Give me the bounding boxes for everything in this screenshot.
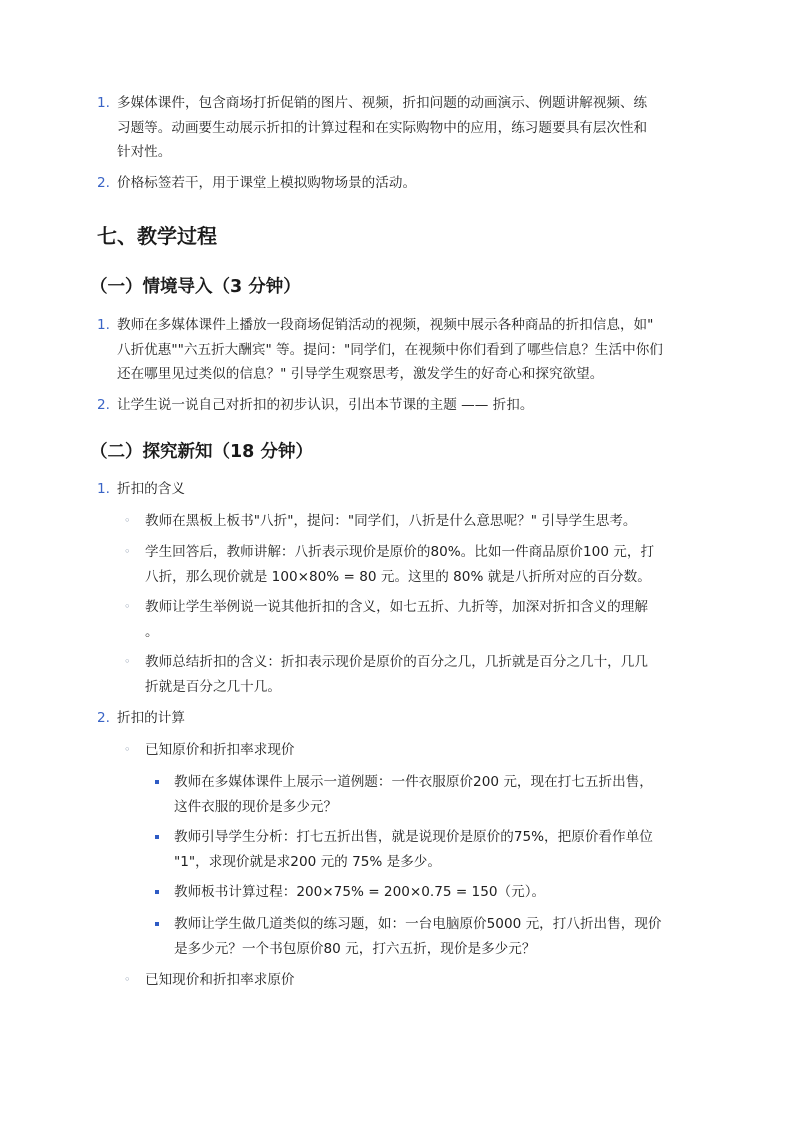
circle-bullet-icon: ◦	[124, 973, 131, 986]
list-text-line: 。	[145, 623, 159, 640]
list-text-line: 学生回答后，教师讲解：八折表示现价是原价的80%。比如一件商品原价100 元，打	[145, 544, 655, 560]
list-text-line: 针对性。	[117, 144, 172, 160]
list-text-line: 教师总结折扣的含义：折扣表示现价是原价的百分之几，几折就是百分之几十，几几	[145, 654, 648, 670]
list-text-line: 教师在黑板上板书"八折"，提问："同学们，八折是什么意思呢？" 引导学生思考。	[145, 513, 637, 529]
list-text-line: 折扣的计算	[117, 710, 185, 726]
list-text-line: 已知原价和折扣率求现价	[145, 742, 295, 758]
list-text-line: 这件衣服的现价是多少元？	[174, 798, 338, 815]
list-text-line: 教师引导学生分析：打七五折出售，就是说现价是原价的75%，把原价看作单位	[174, 829, 653, 845]
list-text-line: 教师板书计算过程：200×75% = 200×0.75 = 150（元）。	[174, 884, 546, 900]
square-bullet-icon	[155, 780, 159, 784]
circle-bullet-icon: ◦	[124, 545, 131, 558]
list-text-line: 教师让学生做几道类似的练习题，如：一台电脑原价5000 元，打八折出售，现价	[174, 916, 662, 932]
circle-bullet-icon: ◦	[124, 514, 131, 527]
square-bullet-icon	[155, 835, 159, 839]
list-text-line: 是多少元？一个书包原价80 元，打六五折，现价是多少元？	[174, 940, 536, 957]
circle-bullet-icon: ◦	[124, 655, 131, 668]
list-text-line: 折就是百分之几十几。	[145, 678, 281, 695]
list-number: 2.	[97, 710, 110, 726]
subsection-1-heading: （一）情境导入（3 分钟）	[90, 277, 301, 297]
list-text-line: 已知现价和折扣率求原价	[145, 972, 295, 988]
list-text-line: 让学生说一说自己对折扣的初步认识，引出本节课的主题 —— 折扣。	[117, 397, 534, 413]
list-number: 1.	[97, 95, 110, 111]
list-text-line: 多媒体课件，包含商场打折促销的图片、视频，折扣问题的动画演示、例题讲解视频、练	[117, 95, 648, 111]
square-bullet-icon	[155, 922, 159, 926]
list-text-line: 教师在多媒体课件上播放一段商场促销活动的视频，视频中展示各种商品的折扣信息，如"	[117, 317, 654, 333]
circle-bullet-icon: ◦	[124, 600, 131, 613]
list-number: 2.	[97, 175, 110, 191]
list-number: 1.	[97, 317, 110, 333]
square-bullet-icon	[155, 890, 159, 894]
circle-bullet-icon: ◦	[124, 743, 131, 756]
list-text-line: 教师在多媒体课件上展示一道例题：一件衣服原价200 元，现在打七五折出售，	[174, 774, 653, 790]
list-number: 1.	[97, 481, 110, 497]
list-text-line: 八折，那么现价就是 100×80% = 80 元。这里的 80% 就是八折所对应的百分数。	[145, 568, 651, 585]
list-text-line: 还在哪里见过类似的信息？" 引导学生观察思考，激发学生的好奇心和探究欲望。	[117, 366, 604, 382]
list-text-line: 教师让学生举例说一说其他折扣的含义，如七五折、九折等，加深对折扣含义的理解	[145, 599, 648, 615]
list-text-line: 价格标签若干，用于课堂上模拟购物场景的活动。	[117, 175, 417, 191]
list-number: 2.	[97, 397, 110, 413]
list-text-line: 习题等。动画要生动展示折扣的计算过程和在实际购物中的应用，练习题要具有层次性和	[117, 119, 648, 136]
list-text-line: 八折优惠""六五折大酬宾" 等。提问："同学们，在视频中你们看到了哪些信息？生活中你们	[117, 341, 663, 358]
list-text-line: "1"，求现价就是求200 元的 75% 是多少。	[174, 853, 441, 870]
list-text-line: 折扣的含义	[117, 481, 185, 497]
subsection-2-heading: （二）探究新知（18 分钟）	[90, 442, 313, 462]
section-7-heading: 七、教学过程	[97, 224, 217, 248]
